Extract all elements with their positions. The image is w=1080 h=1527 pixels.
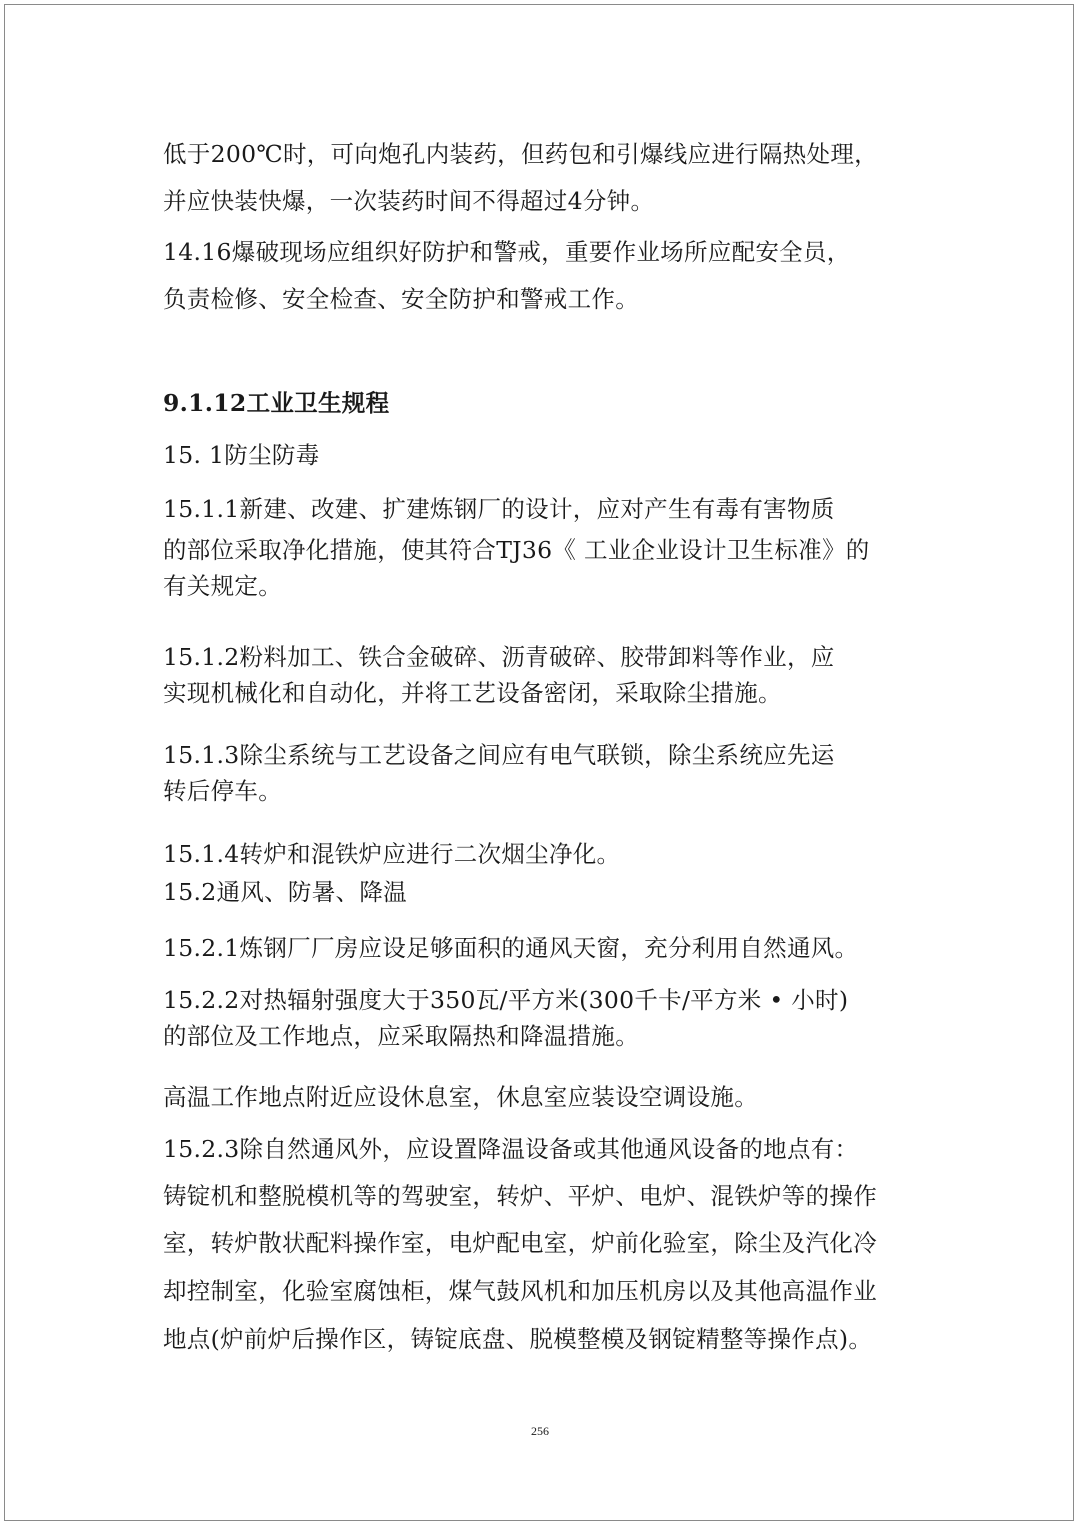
text-line-4: 负责检修、安全检查、安全防护和警戒工作。 [163,285,639,313]
subsection-heading-dust: 15. 1防尘防毒 [163,441,320,469]
text-line-15-2-3-c: 室，转炉散状配料操作室，电炉配电室，炉前化验室，除尘及汽化冷 [163,1229,877,1257]
text-line-15-2-2-b: 的部位及工作地点，应采取隔热和降温措施。 [163,1022,639,1050]
text-line-15-1-2-a: 15.1.2粉料加工、铁合金破碎、沥青破碎、胶带卸料等作业，应 [163,643,835,671]
text-line-15-1-3-a: 15.1.3除尘系统与工艺设备之间应有电气联锁，除尘系统应先运 [163,741,835,769]
subsection-heading-ventilation: 15.2通风、防暑、降温 [163,878,407,906]
text-line-15-1-1-a: 15.1.1新建、改建、扩建炼钢厂的设计，应对产生有毒有害物质 [163,495,835,523]
text-line-15-2-3-e: 地点(炉前炉后操作区，铸锭底盘、脱模整模及钢锭精整等操作点)。 [163,1325,873,1353]
text-line-15-2-3-a: 15.2.3除自然通风外，应设置降温设备或其他通风设备的地点有： [163,1135,859,1163]
page-number: 256 [531,1424,549,1438]
text-line-15-1-1-c: 有关规定。 [163,572,282,600]
text-line-2: 并应快装快爆，一次装药时间不得超过4分钟。 [163,187,655,215]
section-heading: 9.1.12工业卫生规程 [163,389,390,417]
text-line-15-2-3-d: 却控制室，化验室腐蚀柜，煤气鼓风机和加压机房以及其他高温作业 [163,1277,877,1305]
text-line-15-2-2-a: 15.2.2对热辐射强度大于350瓦/平方米(300千卡/平方米 • 小时) [163,986,849,1014]
text-line-3: 14.16爆破现场应组织好防护和警戒，重要作业场所应配安全员， [163,238,851,266]
text-line-15-1-1-b: 的部位采取净化措施，使其符合TJ36《 工业企业设计卫生标准》的 [163,536,870,564]
text-line-rest-room: 高温工作地点附近应设休息室，休息室应装设空调设施。 [163,1083,758,1111]
text-line-15-2-3-b: 铸锭机和整脱模机等的驾驶室，转炉、平炉、电炉、混铁炉等的操作 [163,1182,877,1210]
text-line-1: 低于200℃时，可向炮孔内装药，但药包和引爆线应进行隔热处理， [163,140,878,168]
text-line-15-1-2-b: 实现机械化和自动化，并将工艺设备密闭，采取除尘措施。 [163,679,782,707]
text-line-15-1-4: 15.1.4转炉和混铁炉应进行二次烟尘净化。 [163,840,621,868]
text-line-15-1-3-b: 转后停车。 [163,777,282,805]
text-line-15-2-1: 15.2.1炼钢厂厂房应设足够面积的通风天窗，充分利用自然通风。 [163,934,859,962]
